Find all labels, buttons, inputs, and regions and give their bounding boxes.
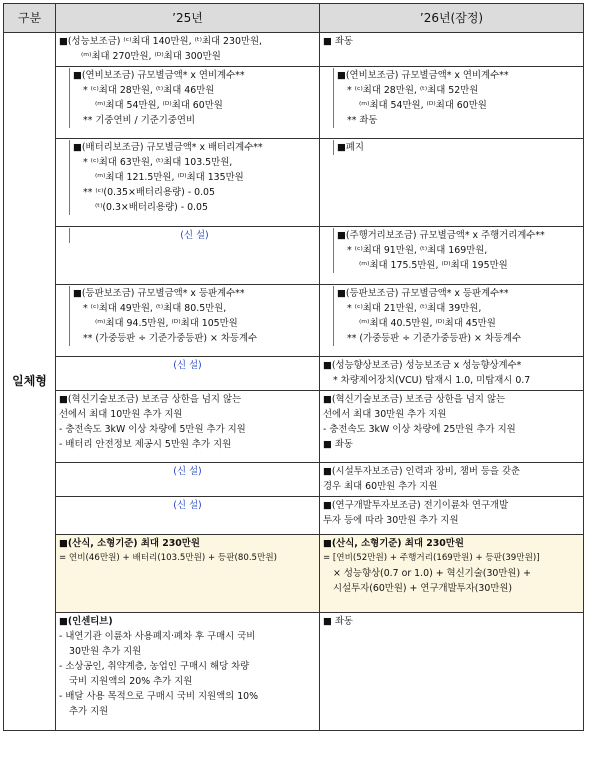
- subsidy-comparison-table: [3, 3, 584, 731]
- cell-2025-innovation: [56, 391, 320, 463]
- text-line: ⁽ᵐ⁾최대 54만원, ⁽ᴰ⁾최대 60만원: [359, 100, 487, 111]
- row-innovation-subsidy: [4, 391, 584, 463]
- text-line: ■(연비보조금) 규모별금액* x 연비계수**: [337, 70, 509, 81]
- text-line: 투자 등에 따라 30만원 추가 지원: [323, 515, 459, 526]
- header-2026: ’26년(잠정): [320, 4, 584, 33]
- text-line: ⁽ᵐ⁾최대 54만원, ⁽ᴰ⁾최대 60만원: [95, 100, 223, 111]
- text-line: ⁽ᵐ⁾최대 121.5만원, ⁽ᴰ⁾최대 135만원: [95, 172, 244, 183]
- text-line: * ⁽ᶜ⁾최대 63만원, ⁽ᵗ⁾최대 103.5만원,: [83, 157, 233, 168]
- text-line: 국비 지원액의 20% 추가 지원: [69, 676, 193, 687]
- cell-2025-battery: [56, 139, 320, 227]
- text-line: ** (가중등판 ÷ 기준가중등판) × 차등계수: [83, 333, 258, 344]
- text-line: = 연비(46만원) + 배터리(103.5만원) + 등판(80.5만원): [59, 553, 277, 563]
- text-line: 30만원 추가 지원: [69, 646, 142, 657]
- text-line: ■(성능향상보조금) 성능보조금 x 성능향상계수*: [323, 360, 522, 371]
- text-line: ■폐지: [337, 142, 364, 153]
- text-line: ■(산식, 소형기준) 최대 230만원: [59, 538, 200, 549]
- cell-2026-improvement: [320, 357, 584, 391]
- cell-2025-slope: [56, 285, 320, 357]
- row-performance-subsidy: [4, 33, 584, 67]
- cell-2026-innovation: [320, 391, 584, 463]
- header-category: 구분: [4, 4, 56, 33]
- cell-2026-battery: [320, 139, 584, 227]
- cell-2026-efficiency: [320, 67, 584, 139]
- row-slope-subsidy: [4, 285, 584, 357]
- text-line: - 충전속도 3kW 이상 차량에 25만원 추가 지원: [323, 424, 516, 435]
- text-line: 선에서 최대 10만원 추가 지원: [59, 409, 183, 420]
- text-line: ■(연구개발투자보조금) 전기이륜차 연구개발: [323, 500, 509, 511]
- text-line: ■(혁신기술보조금) 보조금 상한을 넘지 않는: [59, 394, 242, 405]
- cell-2025-performance: [56, 33, 320, 67]
- text-line: ■ 좌동: [323, 36, 353, 47]
- text-line: ** 좌동: [347, 115, 378, 126]
- text-line: ** (가중등판 ÷ 기준가중등판) × 차등계수: [347, 333, 522, 344]
- text-line: * 차량제어장치(VCU) 탑재시 1.0, 미탑재시 0.7: [333, 375, 531, 386]
- row-facility-subsidy: [4, 463, 584, 497]
- new-label: (신 설): [173, 500, 202, 511]
- text-line: ■(산식, 소형기준) 최대 230만원: [323, 538, 464, 549]
- text-line: * ⁽ᶜ⁾최대 49만원, ⁽ᵗ⁾최대 80.5만원,: [83, 303, 227, 314]
- comparison-table-page: [3, 3, 585, 755]
- new-label: (신 설): [173, 360, 202, 371]
- header-2025: ’25년: [56, 4, 320, 33]
- cell-2026-rnd: [320, 497, 584, 535]
- text-line: ■(등판보조금) 규모별금액* x 등판계수**: [337, 288, 509, 299]
- text-line: * ⁽ᶜ⁾최대 21만원, ⁽ᵗ⁾최대 39만원,: [347, 303, 482, 314]
- text-line: ■(혁신기술보조금) 보조금 상한을 넘지 않는: [323, 394, 506, 405]
- text-line: 추가 지원: [69, 706, 109, 717]
- text-line: ■(시설투자보조금) 인력과 장비, 챔버 등을 갖춘: [323, 466, 521, 477]
- row-incentive: [4, 613, 584, 731]
- text-line: ⁽ᵗ⁾(0.3×배터리용량) - 0.05: [95, 202, 208, 213]
- cell-2025-range: [56, 227, 320, 285]
- header-row: [4, 4, 584, 33]
- new-label: (신 설): [173, 466, 202, 477]
- text-line: ■(연비보조금) 규모별금액* x 연비계수**: [73, 70, 245, 81]
- text-line: ■(등판보조금) 규모별금액* x 등판계수**: [73, 288, 245, 299]
- text-line: ■ 좌동: [323, 616, 353, 627]
- text-line: 선에서 최대 30만원 추가 지원: [323, 409, 447, 420]
- text-line: ⁽ᵐ⁾최대 270만원, ⁽ᴰ⁾최대 300만원: [81, 51, 221, 62]
- text-line: ⁽ᵐ⁾최대 94.5만원, ⁽ᴰ⁾최대 105만원: [95, 318, 238, 329]
- cell-2026-incentive: [320, 613, 584, 731]
- cell-2026-range: [320, 227, 584, 285]
- text-line: - 소상공인, 취약계층, 농업인 구매시 해당 차량: [59, 661, 250, 672]
- text-line: * ⁽ᶜ⁾최대 28만원, ⁽ᵗ⁾최대 46만원: [83, 85, 215, 96]
- text-line: ■(성능보조금) ⁽ᶜ⁾최대 140만원, ⁽ᵗ⁾최대 230만원,: [59, 36, 263, 47]
- text-line: - 배터리 안전정보 제공시 5만원 추가 지원: [59, 439, 232, 450]
- row-battery-subsidy: [4, 139, 584, 227]
- row-efficiency-subsidy: [4, 67, 584, 139]
- row-range-subsidy: [4, 227, 584, 285]
- text-line: * ⁽ᶜ⁾최대 28만원, ⁽ᵗ⁾최대 52만원: [347, 85, 479, 96]
- text-line: ■(주행거리보조금) 규모별금액* x 주행거리계수**: [337, 230, 545, 241]
- cell-2026-formula: [320, 535, 584, 613]
- row-rnd-subsidy: [4, 497, 584, 535]
- row-improvement-subsidy: [4, 357, 584, 391]
- text-line: ** 기중연비 / 기준기중연비: [83, 115, 196, 126]
- category-cell: 일체형: [4, 33, 56, 731]
- cell-2025-incentive: [56, 613, 320, 731]
- text-line: 시설투자(60만원) + 연구개발투자(30만원): [333, 583, 513, 594]
- text-line: = [연비(52만원) + 주행거리(169만원) + 등판(39만원)]: [323, 553, 540, 563]
- cell-2025-improvement: [56, 357, 320, 391]
- text-line: × 성능향상(0.7 or 1.0) + 혁신기술(30만원) +: [333, 568, 531, 579]
- cell-2026-slope: [320, 285, 584, 357]
- row-formula: [4, 535, 584, 613]
- text-line: 경우 최대 60만원 추가 지원: [323, 481, 438, 492]
- text-line: ⁽ᵐ⁾최대 175.5만원, ⁽ᴰ⁾최대 195만원: [359, 260, 508, 271]
- text-line: * ⁽ᶜ⁾최대 91만원, ⁽ᵗ⁾최대 169만원,: [347, 245, 488, 256]
- cell-2025-efficiency: [56, 67, 320, 139]
- text-line: ** ⁽ᶜ⁾(0.35×배터리용량) - 0.05: [83, 187, 215, 198]
- cell-2025-facility: [56, 463, 320, 497]
- text-line: - 배달 사용 목적으로 구매시 국비 지원액의 10%: [59, 691, 259, 702]
- text-line: ⁽ᵐ⁾최대 40.5만원, ⁽ᴰ⁾최대 45만원: [359, 318, 496, 329]
- cell-2025-formula: [56, 535, 320, 613]
- cell-2026-performance: [320, 33, 584, 67]
- text-line: ■(인센티브): [59, 616, 113, 627]
- cell-2026-facility: [320, 463, 584, 497]
- cell-2025-rnd: [56, 497, 320, 535]
- new-label: (신 설): [180, 230, 209, 241]
- text-line: ■(배터리보조금) 규모별금액* x 배터리계수**: [73, 142, 263, 153]
- text-line: ■ 좌동: [323, 439, 353, 450]
- text-line: - 충전속도 3kW 이상 차량에 5만원 추가 지원: [59, 424, 246, 435]
- text-line: - 내연기관 이륜차 사용폐지·폐차 후 구매시 국비: [59, 631, 256, 642]
